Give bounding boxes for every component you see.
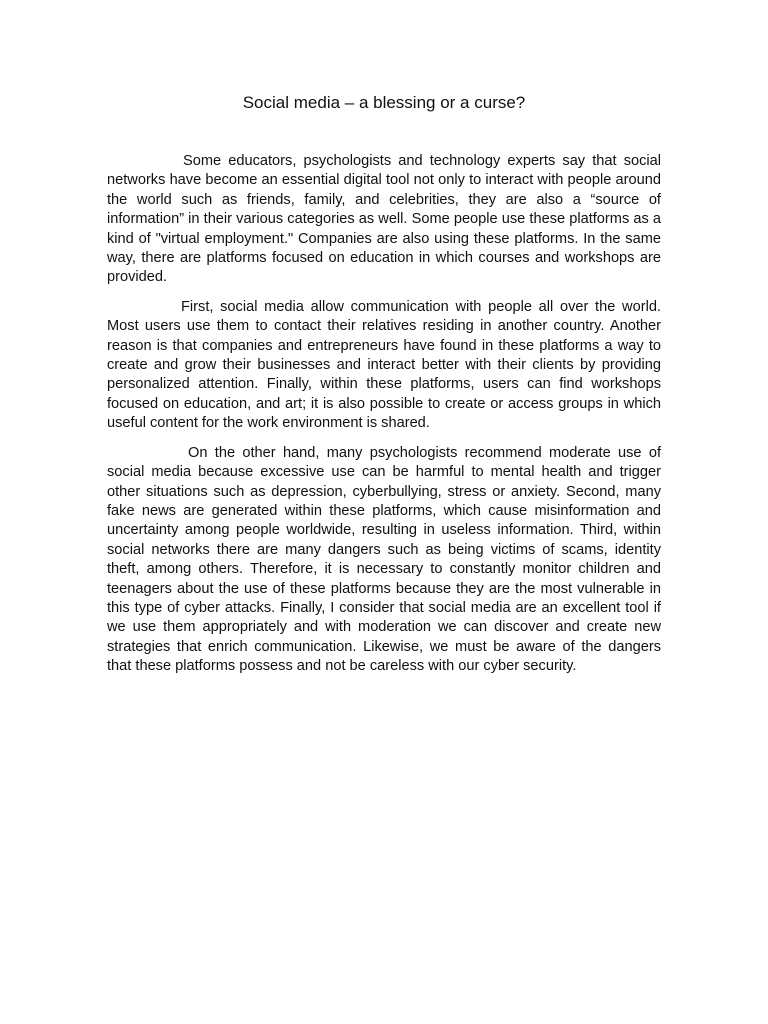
document-body (107, 152, 661, 687)
paragraph-2: First, social media allow communication with people all over the world. Most users use them to contact their relatives residing in another country. Another reason is that companies and entrepreneurs have found in these platforms a way to create and grow their businesses and interact better with their clients by providing personalized attention. Finally, within these platforms, users can find workshops focused on education, and art; it is also possible to create or access groups in which useful content for the work environment is shared. (107, 298, 661, 432)
paragraph-1: Some educators, psychologists and technology experts say that social networks have become an essential digital tool not only to interact with people around the world such as friends, family, and celebrities, they are also a “source of information” in their various categories as well. Some people use these platforms as a kind of "virtual employment." Companies are also using these platforms. In the same way, there are platforms focused on education in which courses and workshops are provided. (107, 153, 661, 286)
paragraph-3: On the other hand, many psychologists recommend moderate use of social media because excessive use can be harmful to mental health and trigger other situations such as depression, cyberbullying, stress or anxiety. Second, many fake news are generated within these platforms, which cause misinformation and uncertainty among people worldwide, resulting in useless information. Third, within social networks there are many dangers such as being victims of scams, identity theft, among others. Therefore, it is necessary to constantly monitor children and teenagers about the use of these platforms because they are the most vulnerable in this type of cyber attacks. Finally, I consider that social media are an excellent tool if we use them appropriately and with moderation we can discover and create new strategies that enrich communication. Likewise, we must be aware of the dangers that these platforms possess and not be careless with our cyber security. (107, 444, 661, 675)
document-title: Social media – a blessing or a curse? (242, 93, 526, 112)
